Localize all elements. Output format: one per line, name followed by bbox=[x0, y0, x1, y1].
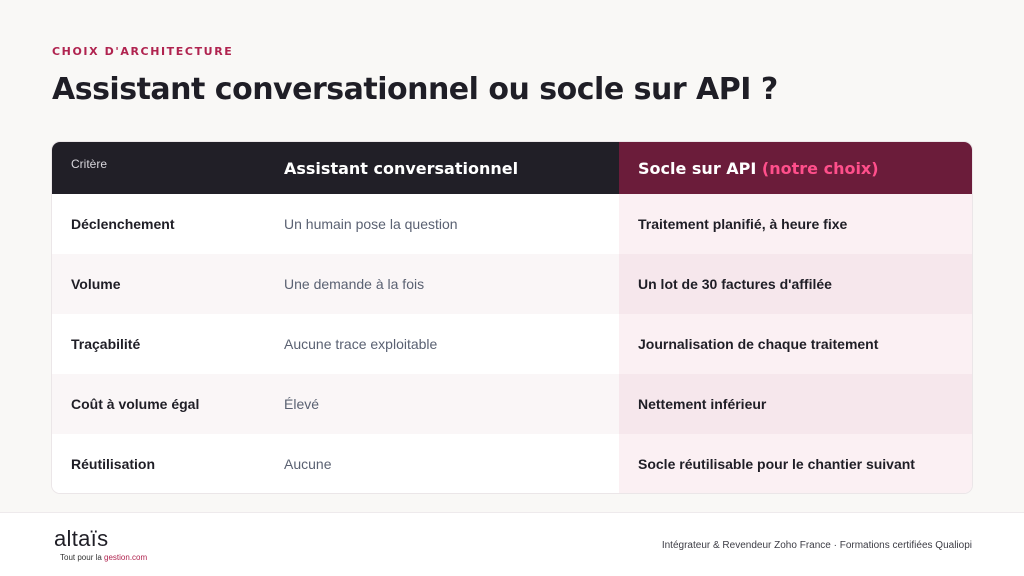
table-row bbox=[52, 374, 972, 434]
page-title: Assistant conversationnel ou socle sur API ? bbox=[52, 72, 778, 107]
tagline-highlight: gestion.com bbox=[104, 553, 148, 562]
option-a-cell: Aucune trace exploitable bbox=[284, 336, 438, 352]
header-option-b-cell bbox=[619, 142, 972, 194]
table-row bbox=[52, 434, 972, 493]
table-header-row bbox=[52, 142, 972, 194]
option-b-cell: Nettement inférieur bbox=[638, 396, 767, 412]
option-b-cell: Journalisation de chaque traitement bbox=[638, 336, 879, 352]
criterion-cell: Traçabilité bbox=[71, 336, 141, 352]
header-criterion-cell bbox=[52, 142, 267, 194]
table-row bbox=[52, 254, 972, 314]
criterion-cell: Déclenchement bbox=[71, 216, 175, 232]
brand-logo: altaïs bbox=[54, 526, 109, 551]
brand-tagline bbox=[60, 553, 147, 562]
footer bbox=[0, 512, 1024, 576]
table-row bbox=[52, 314, 972, 374]
header-option-b-label: Socle sur API bbox=[638, 158, 757, 178]
option-a-cell: Élevé bbox=[284, 396, 320, 412]
option-a-cell: Une demande à la fois bbox=[284, 276, 425, 292]
criterion-cell: Volume bbox=[71, 276, 121, 292]
header-option-a-label: Assistant conversationnel bbox=[284, 158, 519, 178]
option-a-cell: Un humain pose la question bbox=[284, 216, 458, 232]
footer-credentials: Intégrateur & Revendeur Zoho France · Formations certifiées Qualiopi bbox=[661, 540, 972, 551]
header-option-a-cell bbox=[267, 142, 619, 194]
option-b-cell: Socle réutilisable pour le chantier suivant bbox=[638, 456, 915, 472]
option-b-cell: Un lot de 30 factures d'affilée bbox=[638, 276, 832, 292]
header-criterion-label: Critère bbox=[71, 157, 108, 171]
section-eyebrow: CHOIX D'ARCHITECTURE bbox=[52, 45, 234, 58]
option-b-cell: Traitement planifié, à heure fixe bbox=[638, 216, 848, 232]
criterion-cell: Réutilisation bbox=[71, 456, 156, 472]
comparison-table bbox=[52, 142, 972, 493]
tagline-prefix: Tout pour la bbox=[60, 553, 105, 562]
option-a-cell: Aucune bbox=[284, 456, 332, 472]
header-option-b-tag: (notre choix) bbox=[761, 158, 879, 178]
table-row bbox=[52, 194, 972, 254]
criterion-cell: Coût à volume égal bbox=[71, 396, 200, 412]
